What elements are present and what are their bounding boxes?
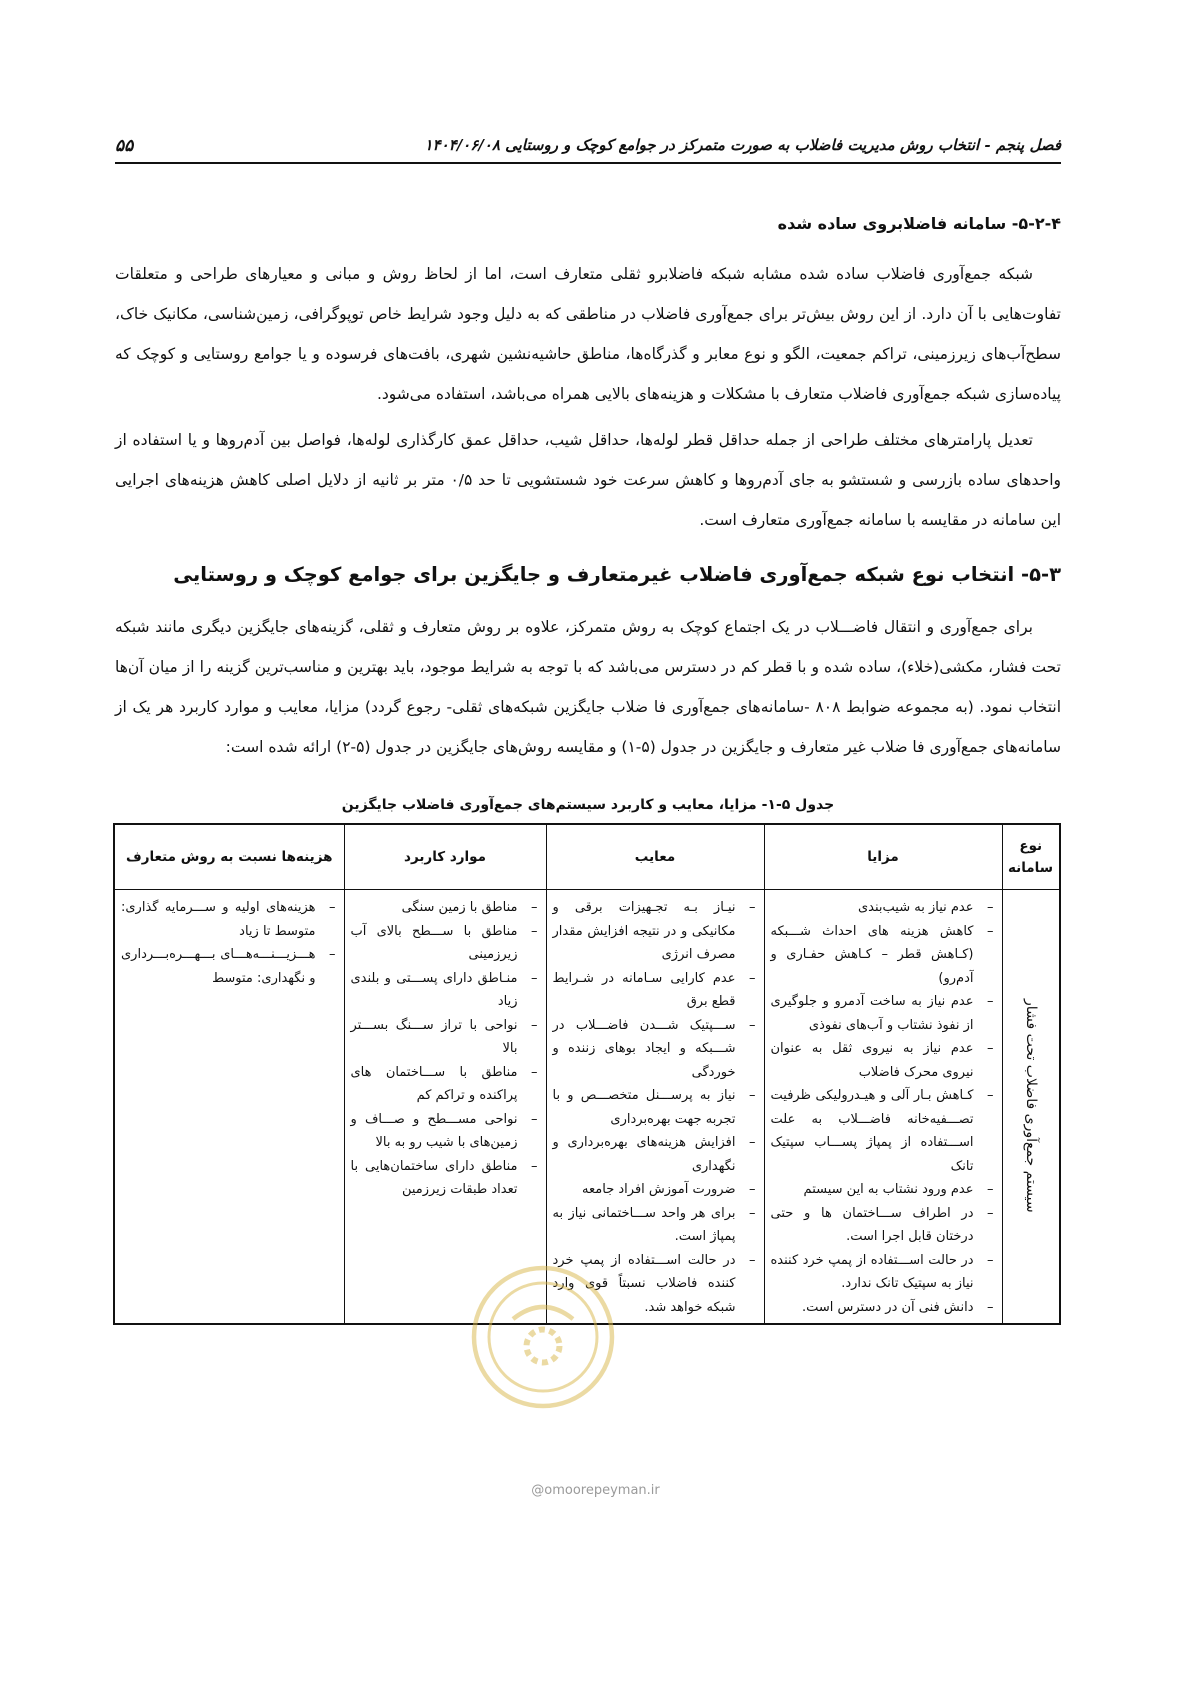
list-item: – نواحی با تراز ســـنگ بســـتر بالا [351, 1014, 540, 1061]
advantages-list [771, 896, 996, 1319]
list-item: – دانش فنی آن در دسترس است. [771, 1296, 996, 1320]
list-item: – عدم ورود نشتاب به این سیستم [771, 1178, 996, 1202]
table-caption: جدول ۵-۱- مزایا، معایب و کاربرد سیستم‌های جمع‌آوری فاضلاب جایگزین [341, 797, 835, 814]
list-item: – مناطق با ســـاختمان های پراکنده و تراکم کم [351, 1061, 540, 1108]
header-costs: هزینه‌ها نسبت به روش متعارف [114, 824, 344, 890]
system-type-label: سیستم جمع‌آوری فاضلاب تحت فشار [1022, 998, 1039, 1213]
list-item: – ســـپتیک شـــدن فاضـــلاب در شـــبکه و ایجاد بوهای زننده و خوردگی [553, 1014, 758, 1085]
costs-cell [114, 890, 344, 1325]
list-item: – منـاطق دارای پســـتی و بلندی زیاد [351, 967, 540, 1014]
list-item: – افزایش هزینه‌های بهره‌برداری و نگهداری [553, 1131, 758, 1178]
list-item: – نیاز به پرســـنل متخصـــص و با تجربه جهت بهره‌برداری [553, 1084, 758, 1131]
disadvantages-list [553, 896, 758, 1319]
table-header-row [114, 824, 1060, 890]
list-item: – مناطق دارای ساختمان‌هایی با تعداد طبقات زیرزمین [351, 1155, 540, 1202]
section-heading-simplified-sewer: ۵-۲-۴- سامانه فاضلابروی ساده شده [777, 214, 1061, 233]
list-item: – کاهش هزینه های احداث شـــبکه (کـاهش قطر – کـاهش حفـاری و آدم‌رو) [771, 920, 996, 991]
comparison-table [113, 823, 1061, 1325]
list-item: – کـاهش بـار آلی و هیـدرولیکی ظرفیت تصـــفیه‌خانه فاضـــلاب به علت اســـتفاده از پمپاژ پســـاب سپتیک تانک [771, 1084, 996, 1178]
page-header [115, 128, 1061, 164]
page-content [115, 212, 1061, 1325]
advantages-cell [764, 890, 1002, 1325]
header-applications: موارد کاربرد [344, 824, 546, 890]
list-item: – عدم نیاز به نیروی ثقل به عنوان نیروی محرک فاضلاب [771, 1037, 996, 1084]
list-item: – هزینه‌های اولیه و ســـرمایه گذاری: متوسط تا زیاد [121, 896, 338, 943]
list-item: – نواحی مســـطح و صـــاف و زمین‌های با شیب رو به بالا [351, 1108, 540, 1155]
disadvantages-cell [546, 890, 764, 1325]
system-type-cell [1002, 890, 1060, 1325]
list-item: – در حالت اســـتفاده از پمپ خرد کننده نیاز به سپتیک تانک ندارد. [771, 1249, 996, 1296]
list-item: – مناطق با زمین سنگی [351, 896, 540, 920]
paragraph: شبکه جمع‌آوری فاضلاب ساده شده مشابه شبکه فاضلابرو ثقلی متعارف است، اما از لحاظ روش و مبانی و معیارهای طراحی و متعلقات تفاوت‌هایی با آن دارد. از این روش بیش‌تر برای جمع‌آوری فاضلاب در مناطقی که به دلیل وجود شرایط خاص توپوگرافی، زمین‌شناسی، مکانیک خاک، سطح‌آب‌های زیرزمینی، تراکم جمعیت، الگو و نوع معابر و گذرگاه‌ها، مناطق حاشیه‌نشین شهری، بافت‌های فرسوده و یا جوامع روستایی و کوچک که پیاده‌سازی شبکه جمع‌آوری فاضلاب متعارف با مشکلات و هزینه‌های بالایی همراه می‌باشد، استفاده می‌شود. [115, 265, 1061, 403]
applications-list [351, 896, 540, 1202]
list-item: – ضرورت آموزش افراد جامعه [553, 1178, 758, 1202]
list-item: – هـــزیـــنـــه‌هـــای بـــهـــره‌بـــرداری و نگهداری: متوسط [121, 943, 338, 990]
list-item: – مناطق با ســـطح بالای آب زیرزمینی [351, 920, 540, 967]
list-item: – برای هر واحد ســـاختمانی نیاز به پمپاژ است. [553, 1202, 758, 1249]
header-disadvantages: معایب [546, 824, 764, 890]
list-item: – در حالت اســـتفاده از پمپ خرد کننده فاضلاب نسبتاً قوی وارد شبکه خواهد شد. [553, 1249, 758, 1320]
applications-cell [344, 890, 546, 1325]
paragraph: برای جمع‌آوری و انتقال فاضـــلاب در یک اجتماع کوچک به روش متمرکز، علاوه بر روش متعارف و ثقلی، گزینه‌های جایگزین دیگری مانند شبکه تحت فشار، مکشی(خلاء)، ساده شده و با قطر کم در دسترس می‌باشد که با توجه به شرایط موجود، باید بهترین و مناسب‌ترین گزینه را از میان آن‌ها انتخاب نمود. (به مجموعه ضوابط ۸۰۸ -سامانه‌های جمع‌آوری فا ضلاب جایگزین شبکه‌های ثقلی- رجوع گردد) مزایا، معایب و موارد کاربرد هر یک از سامانه‌های جمع‌آوری فا ضلاب غیر متعارف و جایگزین در جدول (۵-۱) و مقایسه روش‌های جایگزین در جدول (۵-۲) ارائه شده است: [115, 618, 1062, 757]
paragraph: تعدیل پارامترهای مختلف طراحی از جمله حداقل قطر لوله‌ها، حداقل شیب، حداقل عمق کارگذاری لوله‌ها، فواصل بین آدم‌روها و یا استفاده از واحدهای ساده بازرسی و شستشو به جای آدم‌روها و کاهش سرعت خود شستشویی تا حد ۰/۵ متر بر ثانیه از دلایل اصلی کاهش هزینه‌های اجرایی این سامانه در مقایسه با سامانه جمع‌آوری متعارف است. [115, 431, 1061, 529]
header-system-type: نوع سامانه [1002, 824, 1060, 890]
header-advantages: مزایا [764, 824, 1002, 890]
list-item: – عدم کارایی سـامانه در شـرایط قطع برق [553, 967, 758, 1014]
list-item: – عدم نیاز به شیب‌بندی [771, 896, 996, 920]
section-heading-network-selection: ۵-۳- انتخاب نوع شبکه جمع‌آوری فاضلاب غیرمتعارف و جایگزین برای جوامع کوچک و روستایی [173, 563, 1061, 586]
costs-list [121, 896, 338, 990]
list-item: – نیـاز بـه تجـهیزات برقی و مکانیکی و در نتیجه افزایش مقدار مصرف انرژی [553, 896, 758, 967]
page-number: ۵۵ [115, 136, 134, 156]
footer-watermark-url: @omoorepeyman.ir [531, 1483, 660, 1498]
table-row [114, 890, 1060, 1325]
list-item: – در اطراف ســـاختمان ها و حتی درختان قابل اجرا است. [771, 1202, 996, 1249]
header-title: فصل پنجم - انتخاب روش مدیریت فاضلاب به صورت متمرکز در جوامع کوچک و روستایی ۱۴۰۴/۰۶/۰۸ [424, 136, 1061, 154]
list-item: – عدم نیاز به ساخت آدمرو و جلوگیری از نفوذ نشتاب و آب‌های نفوذی [771, 990, 996, 1037]
